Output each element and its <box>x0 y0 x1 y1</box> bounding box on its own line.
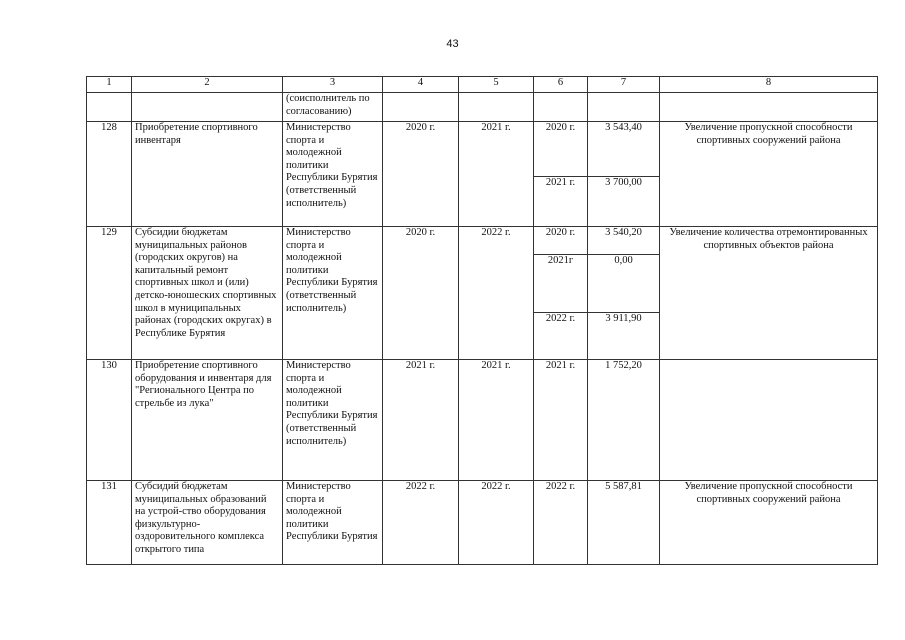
measures-table <box>86 76 878 565</box>
cell-executor: Министерство спорта и молодежной политики Республики Бурятия <box>283 481 383 565</box>
cell-result: Увеличение пропускной способности спортивных сооружений района <box>660 122 878 227</box>
cell-executor: Министерство спорта и молодежной политики Республики Бурятия (ответственный исполнитель) <box>283 122 383 227</box>
cell-amount: 3 543,40 <box>588 122 660 177</box>
cell-amount: 0,00 <box>588 255 660 313</box>
cell-amount: 3 700,00 <box>588 177 660 227</box>
cell-result: Увеличение пропускной способности спортивных сооружений района <box>660 481 878 565</box>
cell-amount: 3 911,90 <box>588 313 660 360</box>
cell-year: 2021 г. <box>534 177 588 227</box>
cell-amount: 5 587,81 <box>588 481 660 565</box>
cell-executor: (соисполнитель по согласованию) <box>283 93 383 122</box>
cell-start-year: 2022 г. <box>383 481 459 565</box>
cell-empty <box>459 93 534 122</box>
header-col-1: 1 <box>87 77 132 93</box>
cell-name: Субсидии бюджетам муниципальных районов (городских округов) на капитальный ремонт спортивных школ и (или) детско-юношеских спортивных школ в муниципальных районах (городских округах) в Республике Бурятия <box>132 227 283 360</box>
cell-empty <box>534 93 588 122</box>
cell-year: 2021 г. <box>534 360 588 481</box>
header-col-2: 2 <box>132 77 283 93</box>
cell-year: 2020 г. <box>534 122 588 177</box>
header-col-6: 6 <box>534 77 588 93</box>
cell-amount: 1 752,20 <box>588 360 660 481</box>
cell-year: 2022 г. <box>534 313 588 360</box>
cell-result: Увеличение количества отремонтированных спортивных объектов района <box>660 227 878 360</box>
cell-number: 129 <box>87 227 132 360</box>
cell-name: Субсидий бюджетам муниципальных образований на устрой-ство оборудования физкультурно-оздоровительного комплекса открытого типа <box>132 481 283 565</box>
cell-number: 130 <box>87 360 132 481</box>
cell-executor: Министерство спорта и молодежной политики Республики Бурятия (ответственный исполнитель) <box>283 227 383 360</box>
cell-year: 2020 г. <box>534 227 588 255</box>
cell-start-year: 2020 г. <box>383 122 459 227</box>
cell-end-year: 2021 г. <box>459 360 534 481</box>
cell-end-year: 2021 г. <box>459 122 534 227</box>
cell-empty <box>588 93 660 122</box>
cell-empty <box>87 93 132 122</box>
cell-amount: 3 540,20 <box>588 227 660 255</box>
cell-start-year: 2021 г. <box>383 360 459 481</box>
continuation-row <box>87 93 878 122</box>
cell-year: 2021г <box>534 255 588 313</box>
header-row <box>87 77 878 93</box>
cell-name: Приобретение спортивного инвентаря <box>132 122 283 227</box>
cell-empty <box>383 93 459 122</box>
cell-name: Приобретение спортивного оборудования и инвентаря для "Регионального Центра по стрельбе из лука" <box>132 360 283 481</box>
header-col-8: 8 <box>660 77 878 93</box>
cell-number: 131 <box>87 481 132 565</box>
table-row <box>87 227 878 255</box>
table-row <box>87 360 878 481</box>
cell-end-year: 2022 г. <box>459 481 534 565</box>
header-col-7: 7 <box>588 77 660 93</box>
page-number: 43 <box>446 38 459 50</box>
cell-number: 128 <box>87 122 132 227</box>
cell-year: 2022 г. <box>534 481 588 565</box>
table-row <box>87 481 878 565</box>
cell-empty <box>660 93 878 122</box>
cell-start-year: 2020 г. <box>383 227 459 360</box>
table-row <box>87 122 878 177</box>
cell-empty <box>132 93 283 122</box>
header-col-5: 5 <box>459 77 534 93</box>
cell-end-year: 2022 г. <box>459 227 534 360</box>
header-col-3: 3 <box>283 77 383 93</box>
cell-executor: Министерство спорта и молодежной политики Республики Бурятия (ответственный исполнитель) <box>283 360 383 481</box>
cell-result <box>660 360 878 481</box>
header-col-4: 4 <box>383 77 459 93</box>
